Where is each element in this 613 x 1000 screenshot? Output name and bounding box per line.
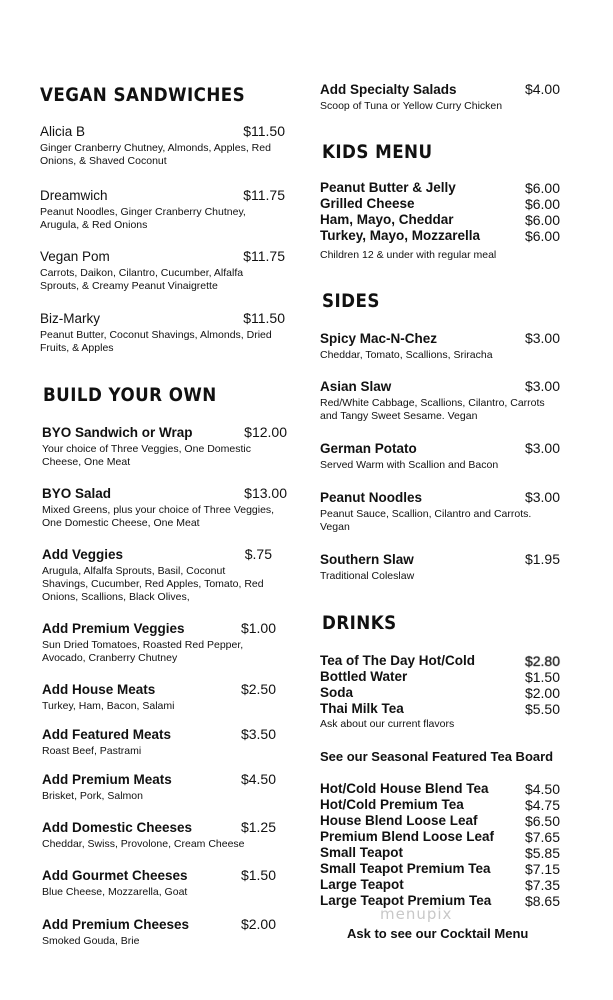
item-name: Large Teapot	[320, 877, 404, 892]
menu-line	[320, 845, 560, 861]
item-name: Ham, Mayo, Cheddar	[320, 212, 454, 227]
item-description: Carrots, Daikon, Cilantro, Cucumber, Alfalfa Sprouts, & Creamy Peanut Vinaigrette	[40, 267, 244, 292]
item-description: Roast Beef, Pastrami	[42, 745, 142, 757]
menu-item	[42, 916, 276, 948]
watermark: menupix	[380, 905, 453, 923]
item-price: $11.50	[243, 310, 285, 326]
item-price: $3.00	[524, 378, 560, 394]
menu-line	[320, 180, 560, 196]
item-price: $6.00	[524, 180, 560, 196]
item-price: $11.50	[243, 123, 285, 139]
menu-item	[42, 867, 276, 899]
menu-item	[40, 310, 285, 355]
item-price: $6.00	[524, 212, 560, 228]
item-name: Southern Slaw	[320, 552, 414, 567]
item-description: Smoked Gouda, Brie	[42, 935, 140, 947]
menu-item	[40, 187, 285, 232]
item-price: $13.00	[244, 485, 287, 501]
item-price: $2.00	[240, 916, 276, 932]
item-price: $1.25	[240, 819, 276, 835]
item-name: Thai Milk Tea	[320, 701, 404, 716]
item-name: Large Teapot Premium Tea	[320, 893, 492, 908]
menu-item	[320, 330, 560, 362]
section-heading-vegan-sandwiches: VEGAN SANDWICHES	[40, 84, 246, 106]
drinks-note: Ask about our current flavors	[320, 718, 455, 730]
item-name: Add Gourmet Cheeses	[42, 868, 188, 883]
item-description: Sun Dried Tomatoes, Roasted Red Pepper, Avocado, Cranberry Chutney	[42, 639, 244, 664]
menu-item	[42, 681, 276, 713]
menu-line	[320, 685, 560, 701]
menu-line	[320, 829, 560, 845]
menu-item	[42, 485, 287, 530]
item-price: $11.75	[243, 248, 285, 264]
menu-line	[320, 196, 560, 212]
item-name: Small Teapot Premium Tea	[320, 861, 491, 876]
item-price: $5.85	[524, 845, 560, 861]
item-price: $1.00	[240, 620, 276, 636]
menu-line	[320, 669, 560, 685]
item-name: Grilled Cheese	[320, 196, 415, 211]
item-name: Peanut Butter & Jelly	[320, 180, 456, 195]
item-price: $6.00	[524, 196, 560, 212]
item-price: $8.65	[524, 893, 560, 909]
menu-item	[42, 424, 287, 469]
menu-item	[40, 248, 285, 293]
item-price: $4.00	[524, 81, 560, 97]
menu-line	[320, 701, 560, 717]
item-price: $7.15	[524, 861, 560, 877]
item-description: Arugula, Alfalfa Sprouts, Basil, Coconut Shavings, Cucumber, Red Apples, Tomato, Red Onions, Scallions, Black Olives,	[42, 565, 264, 603]
item-price: $2.50	[240, 681, 276, 697]
item-price: $3.00	[524, 330, 560, 346]
section-heading-build-your-own: BUILD YOUR OWN	[43, 384, 217, 406]
item-name: Asian Slaw	[320, 379, 392, 394]
item-name: House Blend Loose Leaf	[320, 813, 478, 828]
menu-line	[320, 653, 560, 669]
item-name: German Potato	[320, 441, 417, 456]
menu-line	[320, 781, 560, 797]
item-price: $3.00	[524, 440, 560, 456]
item-description: Your choice of Three Veggies, One Domestic Cheese, One Meat	[42, 443, 251, 468]
item-price: $7.65	[524, 829, 560, 845]
item-price: $1.95	[524, 551, 560, 567]
item-name: Add Premium Veggies	[42, 621, 185, 636]
item-name: BYO Sandwich or Wrap	[42, 425, 193, 440]
item-description: Peanut Sauce, Scallion, Cilantro and Carrots. Vegan	[320, 508, 532, 533]
menu-line	[320, 797, 560, 813]
item-name: Vegan Pom	[40, 249, 110, 264]
menu-item	[320, 440, 560, 472]
item-name: Small Teapot	[320, 845, 404, 860]
item-price: $3.00	[524, 489, 560, 505]
item-name: Add Premium Meats	[42, 772, 172, 787]
item-name: Bottled Water	[320, 669, 408, 684]
item-description: Cheddar, Swiss, Provolone, Cream Cheese	[42, 838, 245, 850]
section-heading-drinks: DRINKS	[322, 612, 397, 634]
menu-item	[320, 551, 560, 583]
item-name: Alicia B	[40, 124, 86, 139]
item-name: Spicy Mac-N-Chez	[320, 331, 438, 346]
menu-item	[42, 819, 276, 851]
menu-line	[320, 813, 560, 829]
item-name: Soda	[320, 685, 354, 700]
item-description: Served Warm with Scallion and Bacon	[320, 459, 499, 471]
seasonal-tea-note: See our Seasonal Featured Tea Board	[320, 749, 554, 764]
item-name: Add Domestic Cheeses	[42, 820, 193, 835]
item-name: Turkey, Mayo, Mozzarella	[320, 228, 481, 243]
menu-item	[320, 81, 560, 113]
item-price: $11.75	[243, 187, 285, 203]
item-name: Add Specialty Salads	[320, 82, 457, 97]
item-price: $1.50	[240, 867, 276, 883]
item-name: Add Featured Meats	[42, 727, 172, 742]
menu-item	[42, 620, 276, 665]
menu-line	[320, 212, 560, 228]
item-name: Add Premium Cheeses	[42, 917, 190, 932]
menu-item	[42, 726, 276, 758]
item-description: Peanut Noodles, Ginger Cranberry Chutney, Arugula, & Red Onions	[40, 206, 246, 231]
item-description: Blue Cheese, Mozzarella, Goat	[42, 886, 188, 898]
item-description: Ginger Cranberry Chutney, Almonds, Apples, Red Onions, & Shaved Coconut	[40, 142, 271, 167]
item-description: Mixed Greens, plus your choice of Three Veggies, One Domestic Cheese, One Meat	[42, 504, 275, 529]
item-description: Brisket, Pork, Salmon	[42, 790, 143, 802]
item-price: $4.50	[524, 781, 560, 797]
item-description: Cheddar, Tomato, Scallions, Sriracha	[320, 349, 493, 361]
item-name: Hot/Cold Premium Tea	[320, 797, 464, 812]
item-name: Dreamwich	[40, 188, 108, 203]
item-price: $4.75	[524, 797, 560, 813]
section-heading-kids-menu: KIDS MENU	[322, 141, 433, 163]
item-price: $12.00	[244, 424, 287, 440]
kids-note: Children 12 & under with regular meal	[320, 249, 497, 261]
menu-item	[42, 771, 276, 803]
item-price: $3.50	[240, 726, 276, 742]
item-name: Add Veggies	[42, 547, 124, 562]
item-price: $7.35	[524, 877, 560, 893]
item-description: Red/White Cabbage, Scallions, Cilantro, Carrots and Tangy Sweet Sesame. Vegan	[320, 397, 545, 422]
item-price: $.75	[244, 546, 272, 562]
cocktail-menu-note: Ask to see our Cocktail Menu	[347, 926, 529, 941]
item-name: Biz-Marky	[40, 311, 100, 326]
item-description: Scoop of Tuna or Yellow Curry Chicken	[320, 100, 503, 112]
item-name: Premium Blend Loose Leaf	[320, 829, 495, 844]
menu-item	[320, 378, 560, 423]
item-price: $1.50	[524, 669, 560, 685]
item-price: $6.00	[524, 228, 560, 244]
menu-line	[320, 861, 560, 877]
item-price: $5.50	[524, 701, 560, 717]
item-description: Peanut Butter, Coconut Shavings, Almonds, Dried Fruits, & Apples	[40, 329, 272, 354]
item-description: Turkey, Ham, Bacon, Salami	[42, 700, 175, 712]
menu-item	[40, 123, 285, 168]
item-name: Peanut Noodles	[320, 490, 423, 505]
item-price: $4.50	[240, 771, 276, 787]
item-price: $2.80	[524, 653, 560, 669]
menu-item	[320, 489, 560, 534]
item-name: BYO Salad	[42, 486, 112, 501]
menu-line	[320, 228, 560, 244]
item-description: Traditional Coleslaw	[320, 570, 415, 582]
item-name: Add House Meats	[42, 682, 156, 697]
item-name: Tea of The Day Hot/Cold	[320, 653, 476, 668]
item-name: Hot/Cold House Blend Tea	[320, 781, 489, 796]
section-heading-sides: SIDES	[322, 290, 380, 312]
menu-line	[320, 877, 560, 893]
item-price: $2.00	[524, 685, 560, 701]
item-price: $6.50	[524, 813, 560, 829]
menu-item	[42, 546, 272, 604]
